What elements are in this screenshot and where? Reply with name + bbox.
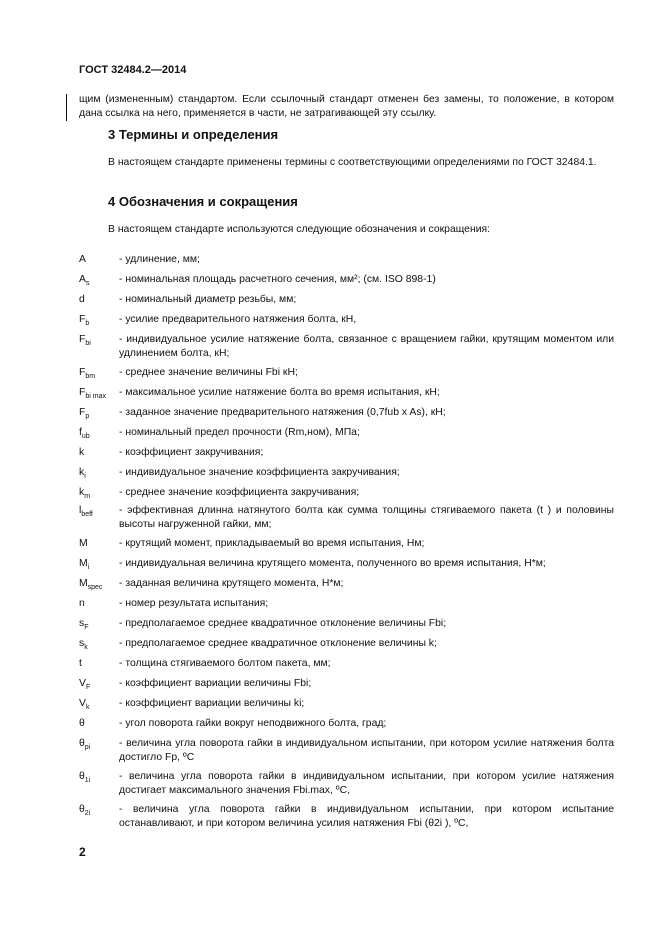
symbol-subscript: pi (84, 744, 91, 752)
symbol-definition: - номинальный предел прочности (Rm,ном), МПа; (119, 427, 360, 438)
symbol-subscript: i (87, 564, 90, 572)
symbol-subscript: p (85, 413, 90, 421)
symbol-definition: - усилие предварительного натяжения болта, кН, (119, 314, 357, 325)
symbol-definition: - предполагаемое среднее квадратичное отклонение величины k; (119, 638, 437, 649)
symbol-notation (79, 273, 89, 287)
symbol-notation (79, 386, 106, 400)
section-symbols-text (79, 223, 614, 237)
symbol-base: V (79, 698, 86, 709)
symbol-subscript: k (85, 704, 90, 712)
symbol-notation (79, 426, 90, 440)
section-title-symbols: 4 Обозначения и сокращения (108, 194, 298, 209)
symbol-base: θ (79, 718, 85, 729)
symbol-subscript: bm (85, 373, 96, 381)
symbol-notation (79, 677, 90, 691)
symbol-notation (79, 597, 85, 611)
symbol-notation (79, 557, 89, 571)
symbol-notation (79, 577, 102, 591)
section-terms-text (79, 156, 614, 170)
symbol-base: θ (79, 804, 85, 815)
symbol-base: F (79, 367, 86, 378)
symbol-subscript: F (85, 684, 91, 692)
symbol-subscript: bi (85, 340, 91, 348)
symbol-notation (79, 366, 95, 380)
symbol-base: V (79, 678, 86, 689)
symbol-base: M (79, 538, 88, 549)
symbol-notation (79, 446, 84, 460)
symbol-notation (79, 333, 91, 347)
symbol-definition: - среднее значение величины Fbi кН; (119, 367, 298, 378)
symbol-subscript: i (84, 473, 86, 481)
symbol-definition: - величина угла поворота гайки в индивидуальном испытании, при котором усилие натяжения болта достигло Fp, ºС (119, 738, 614, 763)
section-title-terms: 3 Термины и определения (108, 127, 279, 142)
symbol-definition: - величина угла поворота гайки в индивидуальном испытании, при котором испытание останавливают, и при котором величина усилия натяжения Fbi (θ2i ), ºС, (119, 804, 614, 829)
symbol-definition: - заданная величина крутящего момента, Н*м; (119, 578, 344, 589)
symbol-notation (79, 253, 86, 267)
document-header: ГОСТ 32484.2—2014 (79, 64, 187, 76)
symbol-definition: - максимальное усилие натяжение болта во время испытания, кН; (119, 387, 440, 398)
symbol-definition: - номинальная площадь расчетного сечения, мм²; (см. ISO 898-1) (119, 274, 436, 285)
symbol-subscript: bi max (85, 393, 106, 401)
symbol-definition: - эффективная длинна натянутого болта как сумма толщины стягиваемого пакета (t ) и половины высоты нагруженной гайки, мм; (119, 505, 614, 530)
symbol-notation (79, 293, 85, 307)
symbol-subscript: 1i (84, 777, 91, 785)
symbol-subscript: spec (87, 584, 103, 592)
symbol-definition: - угол поворота гайки вокруг неподвижного болта, град; (119, 718, 387, 729)
symbol-base: l (79, 505, 82, 516)
symbol-base: F (79, 387, 86, 398)
symbol-notation (79, 406, 89, 420)
intro-paragraph: щим (измененным) стандартом. Если ссылочный стандарт отменен без замены, то положение, в котором дана ссылка на него, применяется в части, не затрагивающей эту ссылку. (79, 94, 614, 119)
section-terms-body: В настоящем стандарте применены термины с соответствующими определениями по ГОСТ 32484.1. (108, 157, 597, 168)
symbol-definition: - заданное значение предварительного натяжения (0,7fub x As), кН; (119, 407, 446, 418)
symbol-base: F (79, 407, 86, 418)
symbol-base: k (79, 487, 85, 498)
symbol-notation (79, 697, 89, 711)
symbol-notation (79, 770, 90, 784)
symbol-base: f (79, 427, 82, 438)
symbol-definition: - предполагаемое среднее квадратичное отклонение величины Fbi; (119, 618, 447, 629)
symbol-definition: - коэффициент вариации величины ki; (119, 698, 305, 709)
symbol-definition: - коэффициент вариации величины Fbi; (119, 678, 312, 689)
symbol-subscript: ub (81, 433, 90, 441)
symbol-definition: - толщина стягиваемого болтом пакета, мм; (119, 658, 331, 669)
symbol-subscript: beff (81, 511, 93, 519)
symbol-base: n (79, 598, 85, 609)
symbol-definition: - номер результата испытания; (119, 598, 269, 609)
symbol-definition: - крутящий момент, прикладываемый во время испытания, Нм; (119, 538, 425, 549)
section-symbols-body: В настоящем стандарте используются следующие обозначения и сокращения: (108, 224, 491, 235)
symbol-notation (79, 617, 88, 631)
symbol-base: θ (79, 771, 85, 782)
symbol-subscript: m (84, 493, 91, 501)
page-number: 2 (79, 845, 86, 859)
symbol-definition: - удлинение, мм; (119, 254, 200, 265)
symbol-definition: - индивидуальное значение коэффициента закручивания; (119, 467, 400, 478)
symbol-notation (79, 657, 82, 671)
symbol-definition: - величина угла поворота гайки в индивидуальном испытании, при котором усилие натяжения достигает максимального значения Fbi.max, ºС, (119, 771, 614, 796)
symbol-base: t (79, 658, 82, 669)
symbol-notation (79, 486, 90, 500)
symbol-notation (79, 313, 89, 327)
symbol-subscript: b (85, 320, 90, 328)
symbol-base: k (79, 447, 85, 458)
change-bar (66, 94, 67, 121)
symbol-subscript: 2i (84, 810, 91, 818)
symbol-definition: - номинальный диаметр резьбы, мм; (119, 294, 297, 305)
symbol-notation (79, 803, 90, 817)
symbol-base: M (79, 558, 88, 569)
symbol-notation (79, 717, 85, 731)
symbol-subscript: k (84, 644, 88, 652)
symbol-base: F (79, 334, 86, 345)
symbol-base: M (79, 578, 88, 589)
symbol-subscript: s (85, 280, 90, 288)
symbol-notation (79, 504, 93, 518)
symbol-subscript: F (84, 624, 89, 632)
symbol-base: A (79, 274, 86, 285)
symbol-base: k (79, 467, 85, 478)
symbol-definition: - индивидуальная величина крутящего момента, полученного во время испытания, Н*м; (119, 558, 546, 569)
symbol-base: s (79, 618, 85, 629)
symbol-definition: - среднее значение коэффициента закручивания; (119, 487, 360, 498)
symbol-definition: - индивидуальное усилие натяжение болта, связанное с вращением гайки, крутящим моментом или удлинением болта, кН; (119, 334, 614, 359)
symbol-definition: - коэффициент закручивания; (119, 447, 264, 458)
symbol-notation (79, 466, 86, 480)
symbol-notation (79, 637, 88, 651)
symbol-notation (79, 737, 90, 751)
symbol-base: A (79, 254, 86, 265)
symbol-base: d (79, 294, 85, 305)
symbol-base: θ (79, 738, 85, 749)
symbol-base: F (79, 314, 86, 325)
symbol-base: s (79, 638, 85, 649)
symbol-notation (79, 537, 88, 551)
